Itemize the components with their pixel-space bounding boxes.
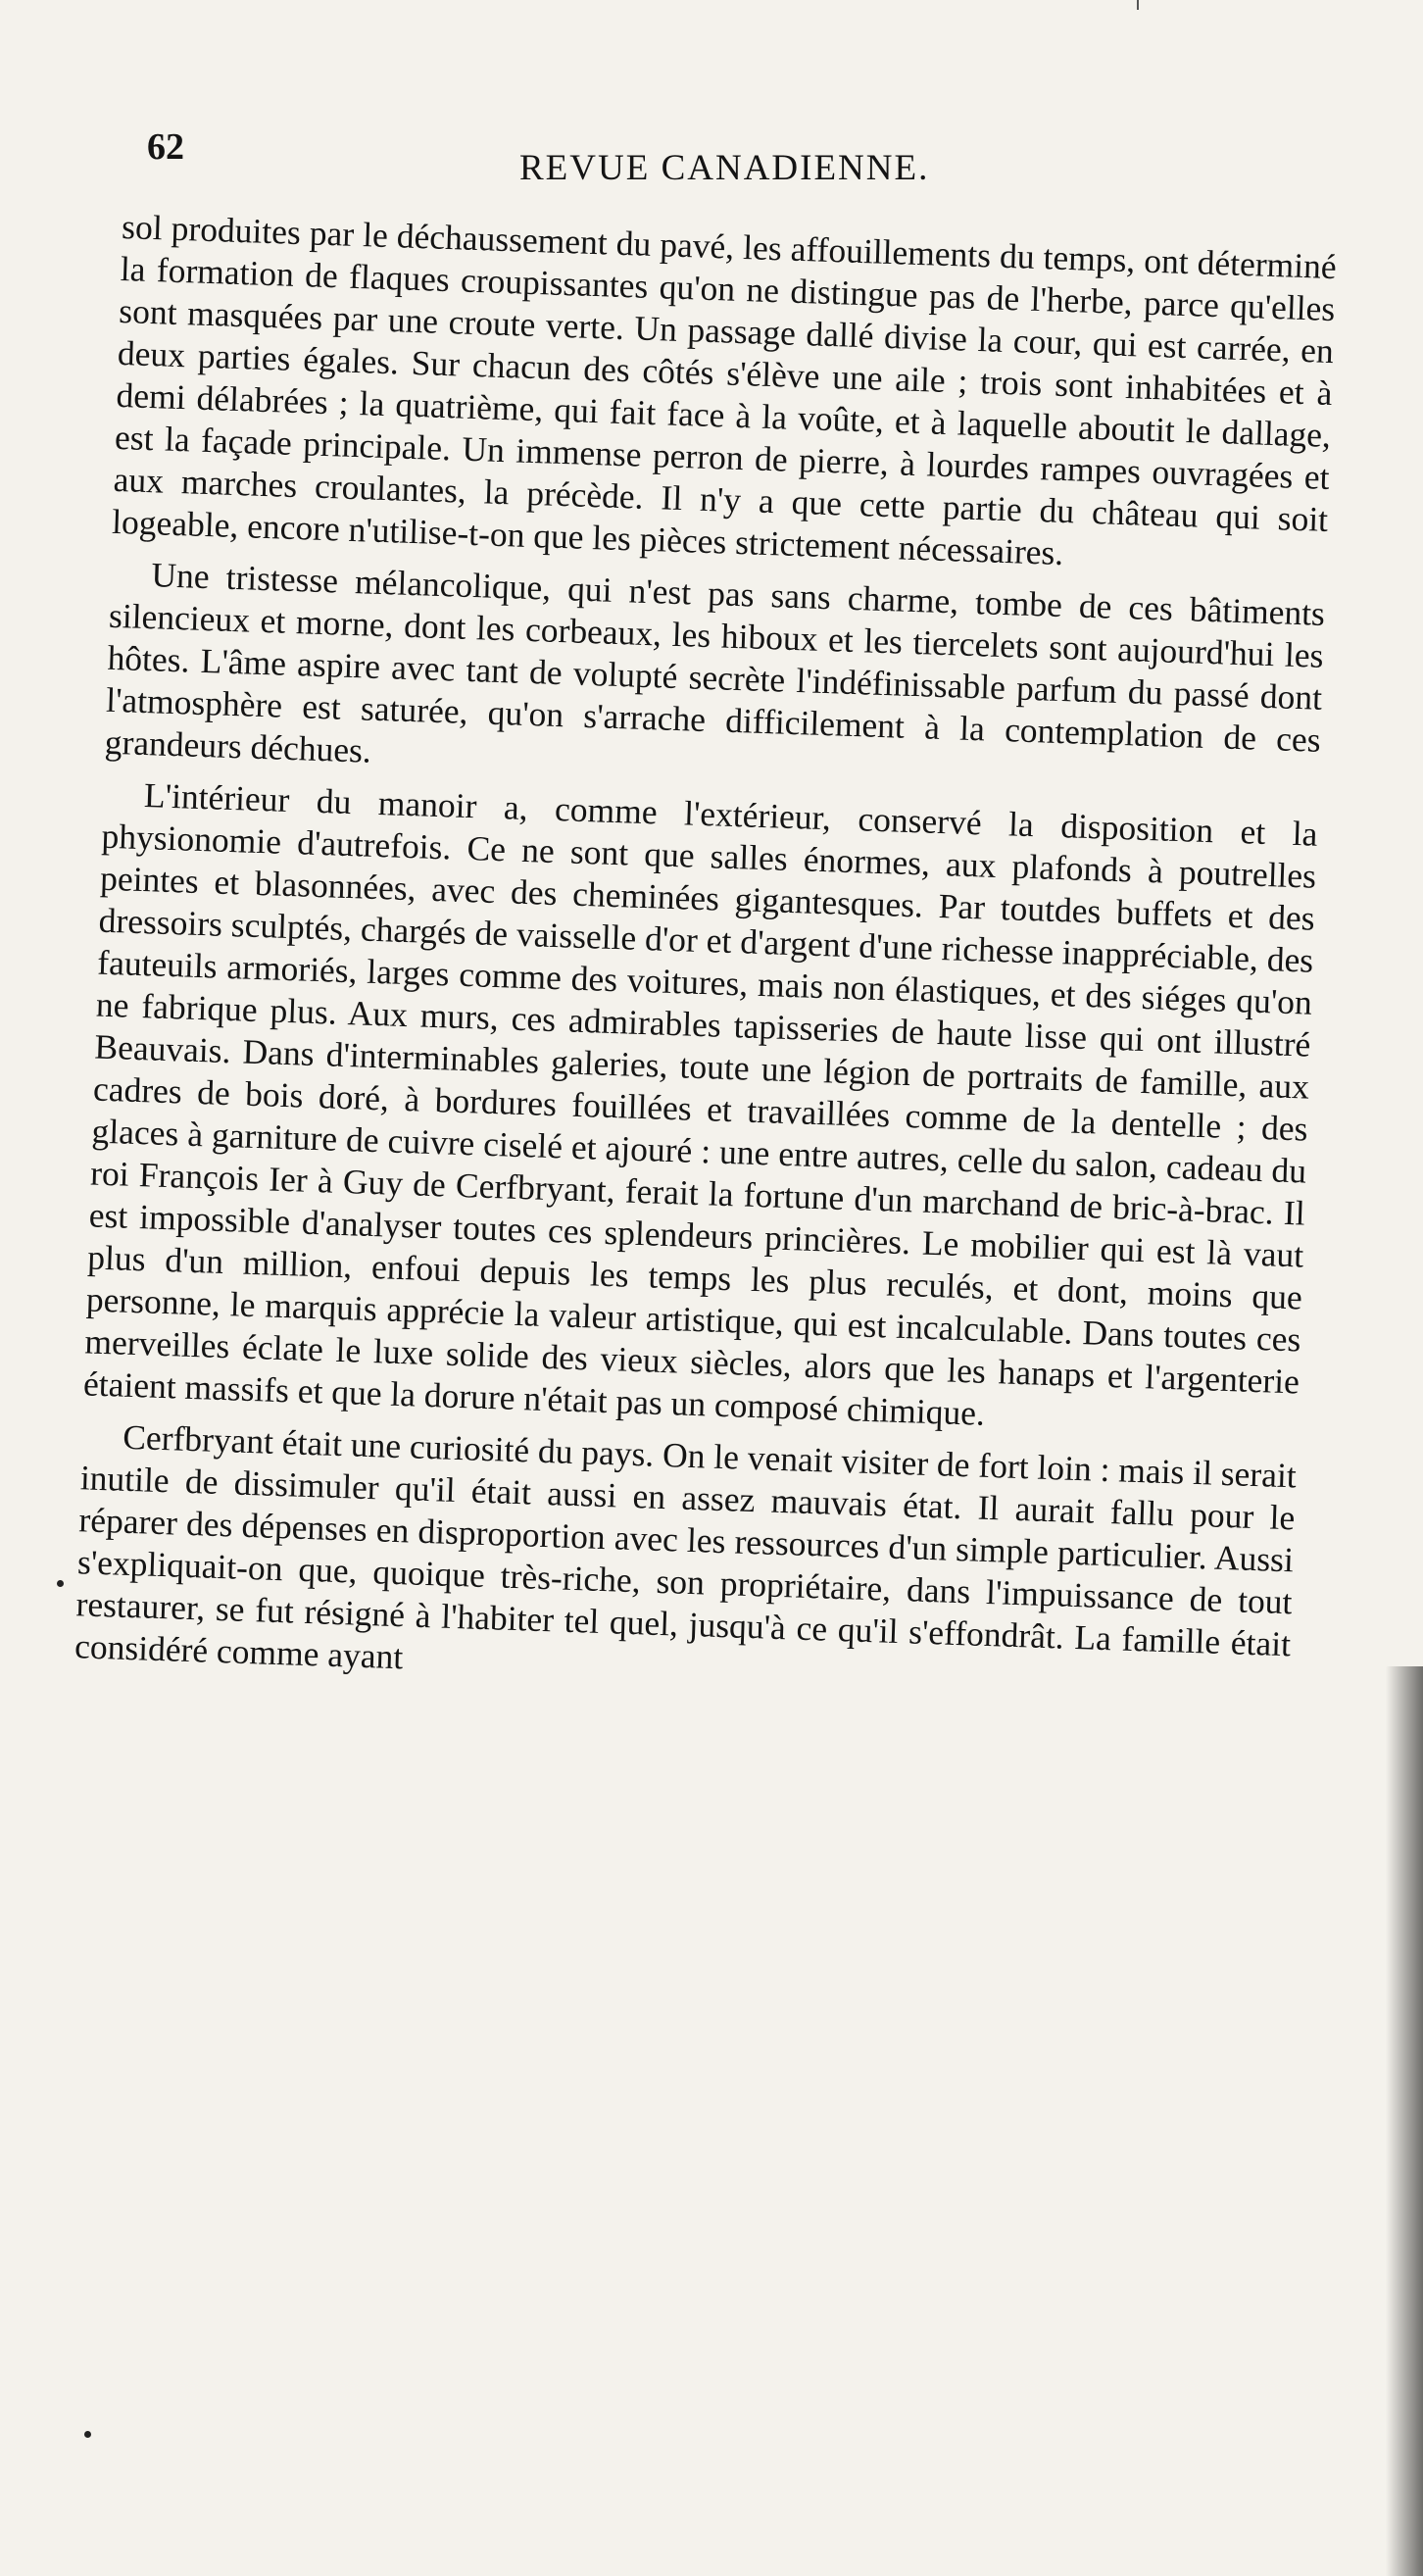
paragraph-1: sol produites par le déchaussement du pavé, les affouillements du temps, ont déterminé la formation de flaques croupissantes qu'on ne distingue pas de l'herbe, parce qu'elles sont masquées par une croute verte. Un passage dallé divise la cour, qui est carrée, en deux parties égales. Sur chacun des côtés s'élève une aile ; trois sont inhabitées et à demi délabrées ; la quatrième, qui fait face à la voûte, et à laquelle aboutit le dallage, est la façade principale. Un immense perron de pierre, à lourdes rampes ouvragées et aux marches croulantes, la précède. Il n'y a que cette partie du château qui soit logeable, encore n'utilise-t-on que les pièces strictement nécessaires. — [111, 206, 1338, 573]
stray-mark-dot — [57, 1580, 64, 1587]
scan-mark — [1137, 0, 1139, 10]
stray-mark-dot-bottom — [84, 2431, 91, 2438]
page-header — [147, 125, 1323, 194]
paragraph-4: Cerfbryant était une curiosité du pays. On le venait visiter de fort loin : mais il serait inutile de dissimuler qu'il était aussi en assez mauvais état. Il aurait fallu pour le réparer des dépenses en disproportion avec les ressources d'un simple particulier. Aussi s'expliquait-on que, quoique très-riche, son propriétaire, dans l'impuissance de tout restaurer, se fut résigné à l'habiter tel quel, jusqu'à ce qu'il s'effondrât. La famille était considéré comme ayant — [74, 1416, 1298, 1677]
paragraph-3: L'intérieur du manoir a, comme l'extérieur, conservé la disposition et la physionomie d'autrefois. Ce ne sont que salles énormes, aux plafonds à poutrelles peintes et blasonnées, avec des cheminées gigantesques. Par toutdes buffets et des dressoirs sculptés, chargés de vaisselle d'or et d'argent d'une richesse inappréciable, des fauteuils armoriés, larges comme des voitures, mais non élastiques, et des siéges qu'on ne fabrique plus. Aux murs, ces admirables tapisseries de haute lisse qui ont illustré Beauvais. Dans d'interminables galeries, toute une légion de portraits de famille, aux cadres de bois doré, à bordures fouillées et travaillées comme de la dentelle ; des glaces à garniture de cuivre ciselé et ajouré : une entre autres, celle du salon, cadeau du roi François Ier à Guy de Cerfbryant, ferait la fortune d'un marchand de bric-à-brac. Il est impossible d'analyser toutes ces splendeurs princières. Le mobilier qui est là vaut plus d'un million, enfoui depuis les temps les plus reculés, et dont, moins que personne, le marquis apprécie la valeur artistique, qui est incalculable. Dans toutes ces merveilles éclate le luxe solide des vieux siècles, alors que les hanaps et l'argenterie étaient massifs et que la dorure n'était pas un composé chimique. — [82, 775, 1319, 1433]
page-edge-shadow — [1386, 1666, 1423, 2576]
paragraph-2: Une tristesse mélancolique, qui n'est pas sans charme, tombe de ces bâtiments silencieux et morne, dont les corbeaux, les hiboux et les tiercelets sont aujourd'hui les hôtes. L'âme aspire avec tant de volupté secrète l'indéfinissable parfum du passé dont l'atmosphère est saturée, qu'on s'arrache difficilement à la contemplation de ces grandeurs déchues. — [104, 555, 1326, 770]
page-number: 62 — [147, 126, 184, 168]
body-text — [74, 206, 1337, 1717]
running-title: REVUE CANADIENNE. — [519, 148, 930, 188]
